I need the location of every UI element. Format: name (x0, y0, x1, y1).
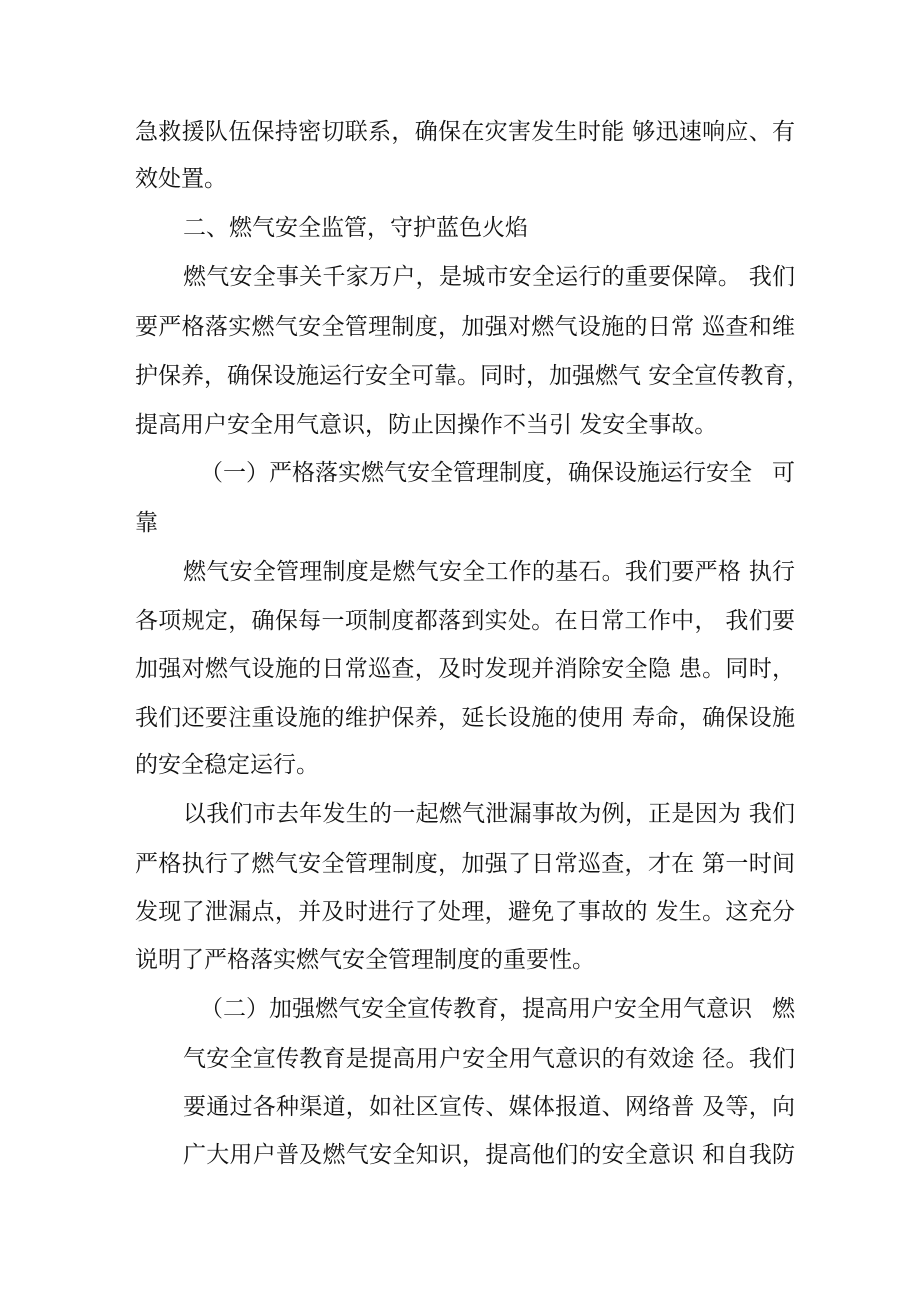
paragraph-line: 广大用户普及燃气安全知识，提高他们的安全意识 和自我防 (183, 1142, 795, 1168)
paragraph-line: 要通过各种渠道，如社区宣传、媒体报道、网络普 及等，向 (183, 1094, 795, 1120)
section-heading: 二、燃气安全监管，守护蓝色火焰 (183, 215, 528, 241)
paragraph-line: 我们还要注重设施的维护保养，延长设施的使用 寿命，确保设施 (135, 705, 795, 731)
paragraph-line: 气安全宣传教育是提高用户安全用气意识的有效途 径。我们 (183, 1046, 795, 1072)
paragraph-line: 效处置。 (135, 166, 227, 192)
subsection-heading-tail: 可 (772, 460, 795, 486)
subsection-heading (200, 992, 795, 1026)
paragraph-line: 护保养，确保设施运行安全可靠。同时，加强燃气 安全宣传教育， (135, 363, 810, 389)
paragraph-line: 严格执行了燃气安全管理制度，加强了日常巡查，才在 第一时间 (135, 851, 795, 877)
subsection-heading-text: （一）严格落实燃气安全管理制度，确保设施运行安全 (200, 460, 752, 486)
subsection-heading-wrap: 靠 (135, 510, 158, 536)
paragraph-line: 的安全稳定运行。 (135, 752, 319, 778)
subsection-heading (200, 456, 795, 490)
paragraph-line: 说明了严格落实燃气安全管理制度的重要性。 (135, 947, 595, 973)
subsection-heading-tail: 燃 (772, 996, 795, 1022)
paragraph-line: 各项规定，确保每一项制度都落到实处。在日常工作中， 我们要 (135, 608, 795, 634)
paragraph-line: 燃气安全事关千家万户，是城市安全运行的重要保障。 我们 (183, 264, 795, 290)
paragraph-line: 燃气安全管理制度是燃气安全工作的基石。我们要严格 执行 (183, 559, 795, 585)
paragraph-line: 发现了泄漏点，并及时进行了处理，避免了事故的 发生。这充分 (135, 899, 795, 925)
paragraph-line: 以我们市去年发生的一起燃气泄漏事故为例，正是因为 我们 (183, 801, 795, 827)
paragraph-line: 加强对燃气设施的日常巡查，及时发现并消除安全隐 患。同时， (135, 656, 795, 682)
paragraph-line: 要严格落实燃气安全管理制度，加强对燃气设施的日常 巡查和维 (135, 314, 795, 340)
paragraph-line: 急救援队伍保持密切联系，确保在灾害发生时能 够迅速响应、有 (135, 119, 795, 145)
subsection-heading-text: （二）加强燃气安全宣传教育，提高用户安全用气意识 (200, 996, 752, 1022)
paragraph-line: 提高用户安全用气意识，防止因操作不当引 发安全事故。 (135, 412, 718, 438)
